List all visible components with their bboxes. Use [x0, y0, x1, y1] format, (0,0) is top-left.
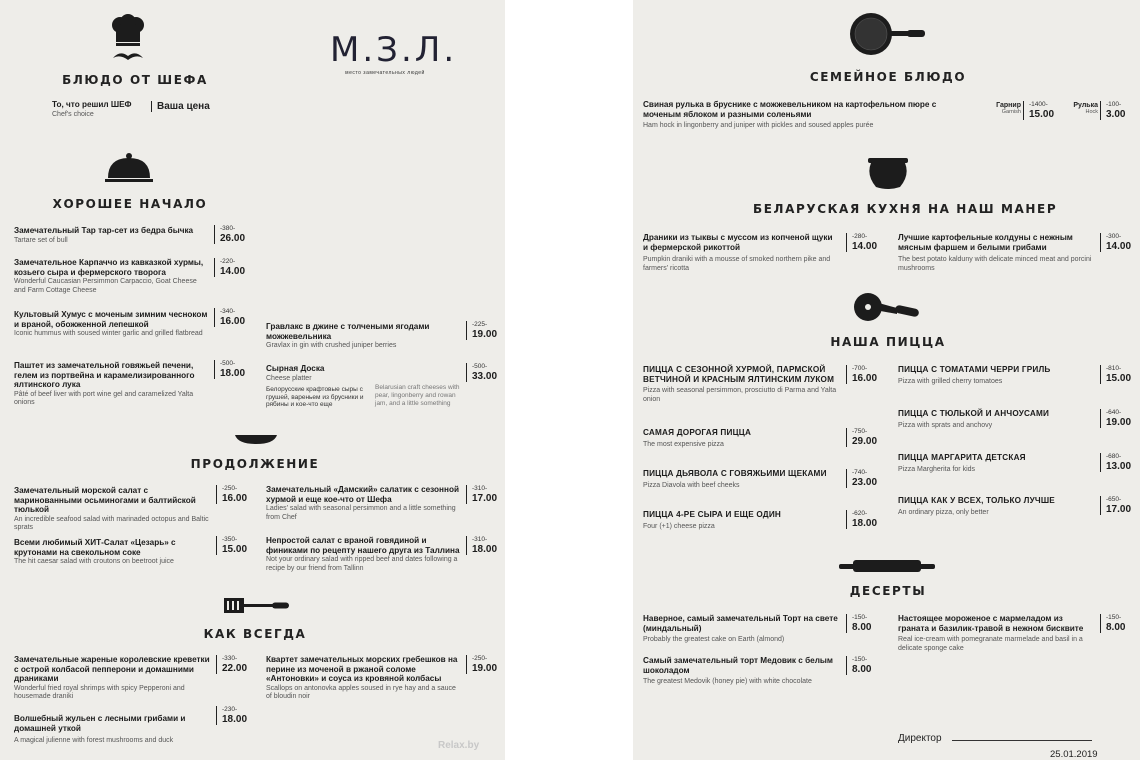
section-title-pizza: НАША ПИЦЦА [830, 335, 946, 349]
menu-item: Драники из тыквы с муссом из копченой щуки и фермерской рикоттой Pumpkin draniki with a mousse of smoked northern pike and farmers' ricotta [643, 233, 833, 272]
price-box: -230- 18.00 [216, 706, 247, 725]
price-box: -150- 8.00 [1100, 614, 1125, 633]
frying-pan-icon [849, 12, 927, 56]
menu-item: Наверное, самый замечательный Торт на свете (миндальный) Probably the greatest cake on Earth (almond) [643, 614, 838, 644]
menu-item: Непростой салат с враной говядиной и финиками по рецепту нашего друга из Таллина Not your ordinary salad with ripped beef and dates following a recipe by our friend from Tallinn [266, 536, 460, 572]
price-box: -310- 18.00 [466, 536, 497, 555]
price-box: -620- 18.00 [846, 510, 877, 529]
price-box: -700- 16.00 [846, 365, 877, 384]
left-menu-page [0, 0, 505, 760]
menu-item: Замечательный Тар тар-сет из бедра бычка Tartare set of bull [14, 226, 194, 244]
price-box: -330- 22.00 [216, 655, 247, 674]
watermark: Relax.by [438, 740, 480, 751]
menu-item: Лучшие картофельные колдуны с нежным мясным фаршем и белыми грибами The best potato kalduny with delicate minced meat and porcini mushrooms [898, 233, 1092, 272]
section-title-always: КАК ВСЕГДА [203, 627, 307, 641]
pizza-cutter-icon [853, 292, 923, 324]
price-box: -100- 3.00 [1100, 101, 1125, 120]
menu-item: ПИЦЦА С ТОМАТАМИ ЧЕРРИ ГРИЛЬ Pizza with grilled cherry tomatoes [898, 365, 1051, 385]
plate-icon [234, 432, 278, 446]
menu-item: ПИЦЦА КАК У ВСЕХ, ТОЛЬКО ЛУЧШЕ An ordinary pizza, only better [898, 496, 1055, 516]
director-signature-line [898, 733, 1092, 744]
price-box: -350- 15.00 [216, 536, 247, 555]
section-title-family: СЕМЕЙНОЕ БЛЮДО [809, 70, 967, 84]
rolling-pin-icon [839, 559, 935, 573]
price-box: -740- 23.00 [846, 469, 877, 488]
section-title-chef: БЛЮДО ОТ ШЕФА [62, 73, 208, 87]
menu-item: САМАЯ ДОРОГАЯ ПИЦЦА The most expensive pizza [643, 428, 752, 448]
cheese-ru-note: Белорусские крафтовые сыры с грушей, вареньем из брусники и рябины и кое-что еще [266, 386, 364, 409]
menu-item: Квартет замечательных морских гребешков на перине из моченой в ржаной соломе «Антоновки» и соуса из кровяной колбасы Scallops on antonovka apples soused in rye hay and a sauce of bloudin noir [266, 655, 458, 701]
price-box: -150- 8.00 [846, 614, 871, 633]
menu-date: 25.01.2019 [1050, 749, 1098, 760]
menu-item: ПИЦЦА С СЕЗОННОЙ ХУРМОЙ, ПАРМСКОЙ ВЕТЧИНОЙ И КРАСНЫМ ЯЛТИНСКИМ ЛУКОМ Pizza with seasonal persimmon, prosciutto di Parma and Yalta onion [643, 365, 837, 403]
price-box: -250- 16.00 [216, 485, 247, 504]
price-box: -380- 26.00 [214, 225, 245, 244]
garnish-label: Гарнир Garnish [996, 102, 1021, 115]
page-gap [505, 0, 633, 760]
chef-dish: То, что решил ШЕФ Chef's choice [52, 100, 132, 118]
price-box: -650- 17.00 [1100, 496, 1131, 515]
menu-item: ПИЦЦА С ТЮЛЬКОЙ И АНЧОУСАМИ Pizza with sprats and anchovy [898, 409, 1050, 429]
menu-item: Паштет из замечательной говяжьей печени, гелем из портвейна и карамелизированного ялтинского лука Pâté of beef liver with port wine gel and caramelized Yalta onions [14, 361, 195, 407]
menu-item: ПИЦЦА МАРГАРИТА ДЕТСКАЯ Pizza Margherita for kids [898, 453, 1026, 473]
menu-item: Настоящее мороженое с мармеладом из граната и базилик-травой в нежном бисквите Real ice-cream with pomegranate marmelade and basil in a delicate sponge cake [898, 614, 1084, 652]
menu-item: Замечательное Карпаччо из кавказкой хурмы, козьего сыра и фермерского творога Wonderful Caucasian Persimmon Carpaccio, Goat Cheese and Farm Cottage Cheese [14, 258, 204, 294]
price-box: -220- 14.00 [214, 258, 245, 277]
price-box: -340- 16.00 [214, 308, 245, 327]
price-box: -810- 15.00 [1100, 365, 1131, 384]
menu-item: Замечательные жареные королевские креветки с острой колбасой пепперони и домашними драниками Wonderful fried royal shrimps with spicy Pepperoni and housemade draniki [14, 655, 210, 701]
price-box: -310- 17.00 [466, 485, 497, 504]
price-box: -150- 8.00 [846, 656, 871, 675]
price-box: -1400- 15.00 [1023, 101, 1054, 120]
logo-subtitle: место замечательных людей [345, 70, 425, 76]
pot-icon [866, 157, 910, 191]
menu-item: Гравлакс в джине с толчеными ягодами можжевельника Gravlax in gin with crushed juniper berries [266, 322, 430, 350]
cheese-en-note: Belarusian craft cheeses with pear, lingonberry and rowan jam, and a little something [375, 384, 460, 407]
chef-price-label: Ваша цена [151, 101, 210, 112]
cloche-icon [104, 152, 154, 184]
menu-item: Замечательный «Дамский» салатик с сезонной хурмой и еще кое-что от Шефа Ladies' salad with seasonal persimmon and a little something from Chef [266, 485, 459, 521]
menu-item: Культовый Хумус с моченым зимним чесноком и враной, обожженной лепешкой Iconic hummus with soused winter garlic and grilled flatbread [14, 310, 208, 338]
price-box: -250- 19.00 [466, 655, 497, 674]
menu-item: Свиная рулька в бруснике с можжевельником на картофельном пюре с моченым яблоком и разными соленьями Ham hock in lingonberry and juniper with pickles and soused apples purée [643, 100, 937, 130]
spatula-icon [224, 597, 290, 615]
menu-item: Сырная Доска Cheese platter Белорусские крафтовые сыры с грушей, вареньем из брусники и рябины и кое-что еще [266, 364, 366, 409]
logo-text: М.З.Л. [330, 30, 458, 70]
menu-item: Замечательный морской салат с маринованными осьминогами и балтийской тюлькой An incredible seafood salad with marinaded octopus and Baltic sprats [14, 486, 209, 532]
price-box: -680- 13.00 [1100, 453, 1131, 472]
price-box: -500- 18.00 [214, 360, 245, 379]
price-box: -750- 29.00 [846, 428, 877, 447]
price-box: -225- 19.00 [466, 321, 497, 340]
price-box: -280- 14.00 [846, 233, 877, 252]
menu-item: ПИЦЦА ДЬЯВОЛА С ГОВЯЖЬИМИ ЩЕКАМИ Pizza Diavola with beef cheeks [643, 469, 827, 489]
chef-hat-icon [108, 14, 148, 64]
price-box: -640- 19.00 [1100, 409, 1131, 428]
section-title-desserts: ДЕСЕРТЫ [849, 584, 927, 598]
section-title-belarus: БЕЛАРУСКАЯ КУХНЯ НА НАШ МАНЕР [753, 202, 1058, 216]
logo [330, 30, 458, 76]
menu-item: Самый замечательный торт Медовик с белым шоколадом The greatest Medovik (honey pie) with white chocolate [643, 656, 833, 686]
price-box: -300- 14.00 [1100, 233, 1131, 252]
menu-item: ПИЦЦА 4-РЕ СЫРА И ЕЩЕ ОДИН Four (+1) cheese pizza [643, 510, 782, 530]
price-box: -500- 33.00 [466, 363, 497, 382]
right-menu-page [633, 0, 1140, 760]
director-label: Директор [898, 733, 942, 744]
menu-item: Волшебный жульен с лесными грибами и домашней уткой A magical julienne with forest mushrooms and duck [14, 714, 186, 745]
hock-label: Рулька Hock [1073, 102, 1098, 115]
section-title-continuation: ПРОДОЛЖЕНИЕ [190, 457, 320, 471]
section-title-starters: ХОРОШЕЕ НАЧАЛО [52, 197, 208, 211]
menu-item: Всеми любимый ХИТ-Салат «Цезарь» с крутонами на свекольном соке The hit caesar salad with croutons on beetroot juice [14, 538, 176, 566]
